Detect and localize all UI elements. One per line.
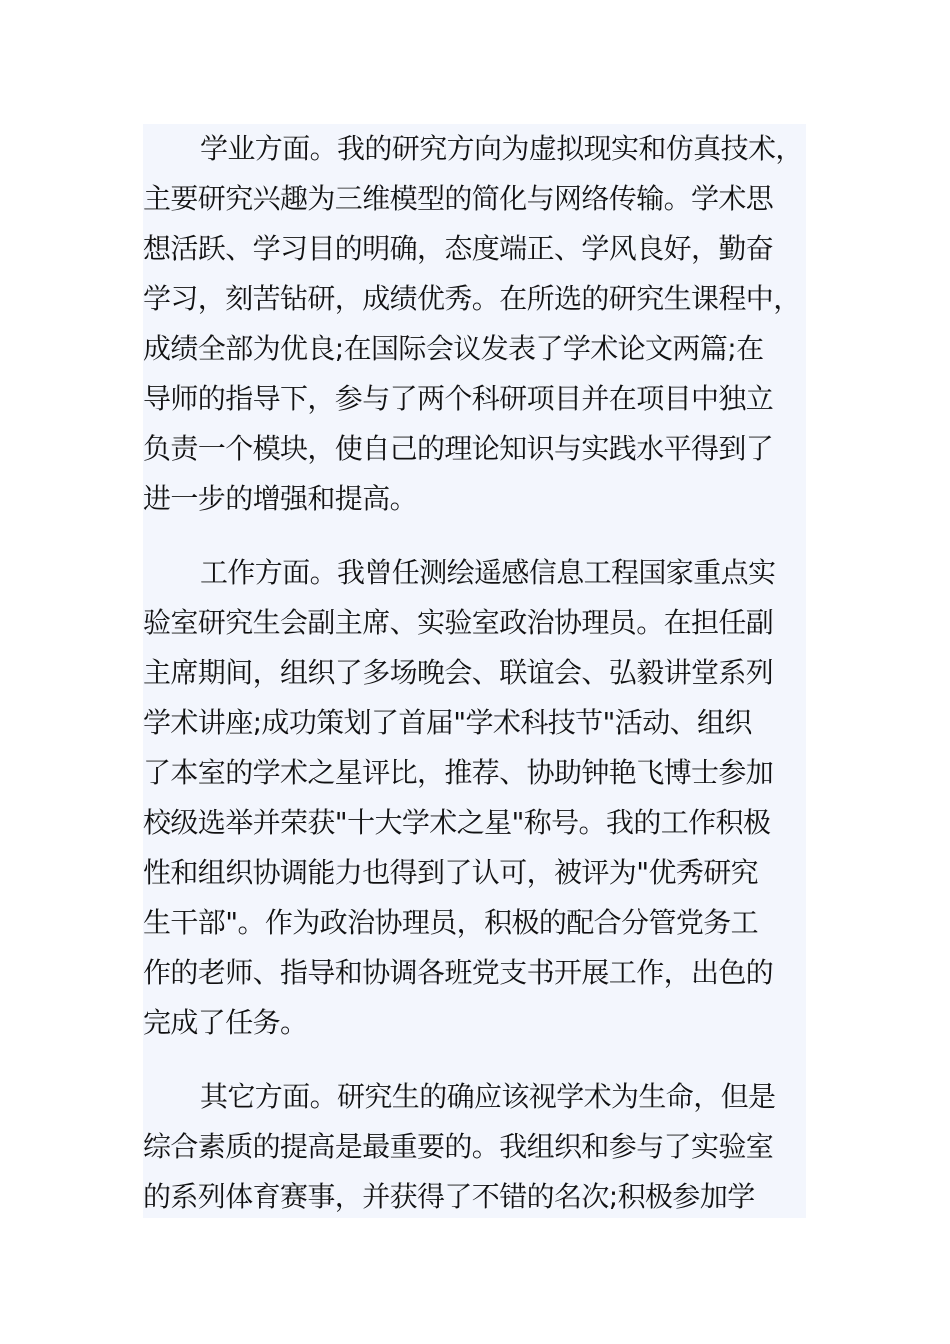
paragraph-other <box>143 1072 806 1218</box>
text-line: 了本室的学术之星评比，推荐、协助钟艳飞博士参加 <box>143 756 774 789</box>
paragraph-academic <box>143 124 806 524</box>
paragraph-work <box>143 548 806 1048</box>
text-line: 导师的指导下，参与了两个科研项目并在项目中独立 <box>143 382 774 415</box>
text-line: 成绩全部为优良;在国际会议发表了学术论文两篇;在 <box>143 332 764 365</box>
text-line: 验室研究生会副主席、实验室政治协理员。在担任副 <box>143 606 774 639</box>
text-line: 综合素质的提高是最重要的。我组织和参与了实验室 <box>143 1130 774 1163</box>
text-line: 学习，刻苦钻研，成绩优秀。在所选的研究生课程中， <box>143 282 801 315</box>
text-line: 学业方面。我的研究方向为虚拟现实和仿真技术， <box>200 132 803 165</box>
text-line: 作的老师、指导和协调各班党支书开展工作，出色的 <box>143 956 774 989</box>
text-line: 校级选举并荣获"十大学术之星"称号。我的工作积极 <box>143 806 771 839</box>
text-line: 想活跃、学习目的明确，态度端正、学风良好，勤奋 <box>143 232 774 265</box>
text-line: 性和组织协调能力也得到了认可，被评为"优秀研究 <box>143 856 759 889</box>
document-text-block <box>143 124 806 1218</box>
text-line: 的系列体育赛事，并获得了不错的名次;积极参加学 <box>143 1180 755 1213</box>
text-line: 生干部"。作为政治协理员，积极的配合分管党务工 <box>143 906 759 939</box>
text-line: 学术讲座;成功策划了首届"学术科技节"活动、组织 <box>143 706 752 739</box>
text-line: 主要研究兴趣为三维模型的简化与网络传输。学术思 <box>143 182 774 215</box>
text-line: 进一步的增强和提高。 <box>143 482 418 515</box>
text-line: 主席期间，组织了多场晚会、联谊会、弘毅讲堂系列 <box>143 656 774 689</box>
text-line: 其它方面。研究生的确应该视学术为生命，但是 <box>200 1080 776 1113</box>
text-line: 工作方面。我曾任测绘遥感信息工程国家重点实 <box>200 556 776 589</box>
text-line: 负责一个模块，使自己的理论知识与实践水平得到了 <box>143 432 774 465</box>
text-line: 完成了任务。 <box>143 1006 308 1039</box>
